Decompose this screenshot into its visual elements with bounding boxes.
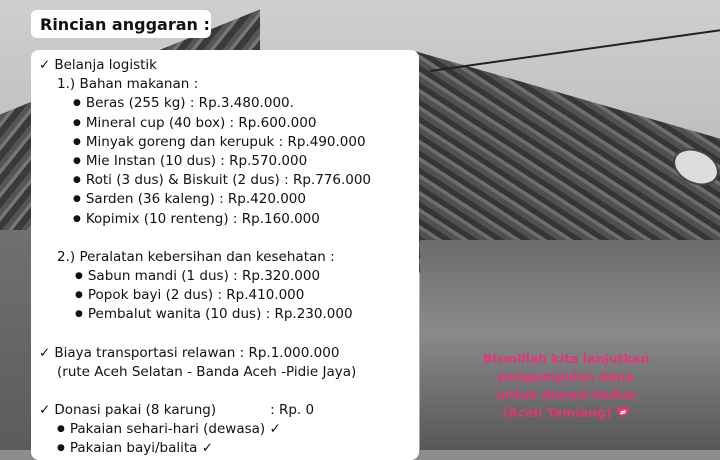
check-icon: ✓ [39, 402, 51, 419]
bullet-icon: ● [57, 443, 65, 454]
bullet-icon: ● [75, 290, 83, 301]
title-box [31, 10, 211, 38]
list-item: ● Pakaian sehari-hari (dewasa) ✓ [57, 421, 281, 438]
callout-line: Bismillah kita lanjutkan [482, 351, 650, 366]
list-item: ● Kopimix (10 renteng) : Rp.160.000 [73, 210, 320, 227]
bullet-icon: ● [73, 117, 81, 128]
transport-route: (rute Aceh Selatan - Banda Aceh -Pidie Jaya) [57, 363, 357, 380]
callout-text [466, 350, 666, 422]
donasi-heading: Donasi pakai (8 karung) [54, 402, 217, 419]
spacer [39, 382, 413, 401]
check-icon: ✓ [39, 57, 51, 73]
bullet-icon: ● [73, 194, 81, 205]
bullet-icon: ● [57, 424, 65, 435]
heart-icon [616, 406, 630, 418]
list-item: ● Mie Instan (10 dus) : Rp.570.000 [73, 153, 308, 170]
donasi-amount: : Rp. 0 [270, 402, 315, 419]
food-heading: 1.) Bahan makanan : [57, 76, 199, 93]
hygiene-heading: 2.) Peralatan kebersihan dan kesehatan : [57, 248, 335, 265]
bullet-icon: ● [73, 213, 81, 224]
callout-last-line: (Aceh Tamiang) [466, 404, 666, 422]
list-item: ● Beras (255 kg) : Rp.3.480.000. [73, 95, 294, 112]
list-item: ● Sabun mandi (1 dus) : Rp.320.000 [75, 268, 321, 285]
donasi-row [39, 401, 413, 420]
transport-line: Biaya transportasi relawan : Rp.1.000.000 [54, 344, 340, 361]
transport-row [39, 344, 413, 363]
budget-card [31, 50, 419, 460]
list-item: ● Minyak goreng dan kerupuk : Rp.490.000 [73, 133, 366, 150]
list-item: ● Pakaian bayi/balita ✓ [57, 440, 214, 457]
list-item: ● Mineral cup (40 box) : Rp.600.000 [73, 114, 317, 131]
bullet-icon: ● [73, 136, 81, 147]
check-icon: ✓ [39, 344, 51, 361]
spacer [39, 325, 413, 344]
logistik-heading: Belanja logistik [54, 57, 157, 73]
page-title: Rincian anggaran : [40, 14, 210, 34]
callout-line: pengumpulan dana [498, 369, 634, 384]
bullet-icon: ● [73, 175, 81, 186]
list-item: ● Roti (3 dus) & Biskuit (2 dus) : Rp.776.000 [73, 172, 372, 189]
logistik-heading-row [39, 56, 413, 75]
bullet-icon: ● [73, 98, 81, 109]
callout-line: untuk donasi kedua [496, 387, 636, 402]
bullet-icon: ● [75, 309, 83, 320]
bullet-icon: ● [75, 271, 83, 282]
list-item: ● Sarden (36 kaleng) : Rp.420.000 [73, 191, 306, 208]
bullet-icon: ● [73, 156, 81, 167]
spacer [39, 229, 413, 248]
list-item: ● Pembalut wanita (10 dus) : Rp.230.000 [75, 306, 353, 323]
list-item: ● Popok bayi (2 dus) : Rp.410.000 [75, 287, 305, 304]
